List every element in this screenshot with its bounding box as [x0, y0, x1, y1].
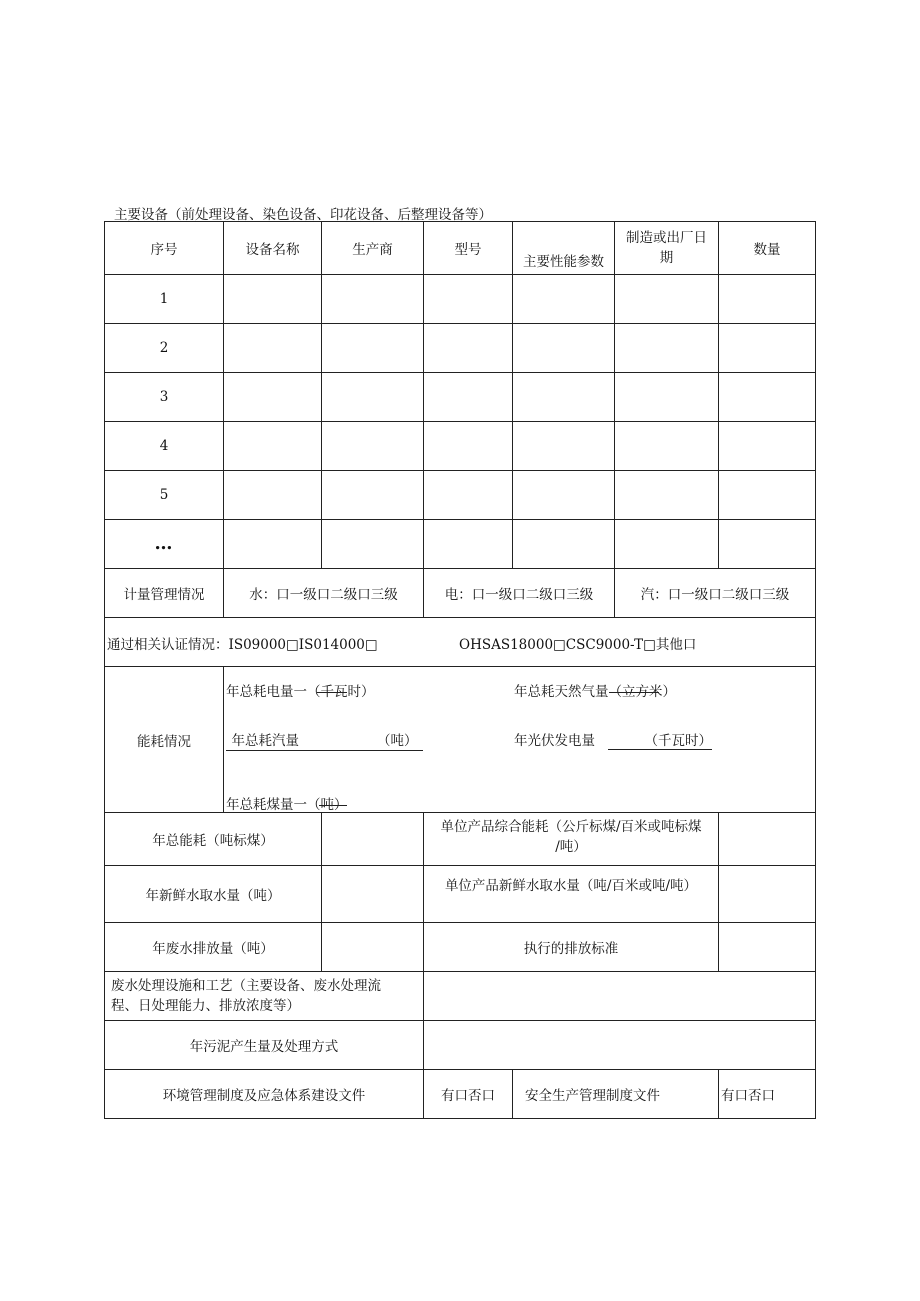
energy-label: 能耗情况	[105, 667, 224, 813]
unit-energy-value[interactable]	[719, 813, 816, 866]
gas-blank[interactable]	[609, 680, 659, 693]
table-caption: 主要设备（前处理设备、染色设备、印花设备、后整理设备等）	[114, 207, 492, 223]
wastewater-value[interactable]	[322, 923, 424, 972]
unit-energy-line2: /吨）	[555, 839, 587, 855]
row-number: 1	[105, 275, 224, 324]
steam-unit: （吨）	[377, 733, 418, 749]
header-row	[105, 222, 816, 275]
cell-model[interactable]	[424, 422, 513, 471]
row-number: 2	[105, 324, 224, 373]
cell-model[interactable]	[424, 275, 513, 324]
total-energy-value[interactable]	[322, 813, 424, 866]
pv-line	[514, 729, 712, 750]
cell-perf[interactable]	[513, 471, 615, 520]
wastewater-facility-line1: 废水处理设施和工艺（主要设备、废水处理流	[111, 978, 381, 994]
cell-date[interactable]	[615, 275, 719, 324]
cell-perf[interactable]	[513, 373, 615, 422]
gas-label: 年总耗天然气量	[514, 684, 609, 700]
wastewater-row	[105, 923, 816, 972]
table-row	[105, 520, 816, 569]
total-energy-row	[105, 813, 816, 866]
pv-unit[interactable]: （千瓦时）	[608, 729, 712, 750]
pv-label: 年光伏发电量	[514, 733, 595, 749]
power-line	[226, 680, 375, 700]
cell-model[interactable]	[424, 373, 513, 422]
cell-date[interactable]	[615, 520, 719, 569]
cell-perf[interactable]	[513, 275, 615, 324]
cell-qty[interactable]	[719, 373, 816, 422]
unit-water-value[interactable]	[719, 866, 816, 923]
coal-line	[226, 793, 348, 813]
certification-part2: OHSAS18000□CSC9000-T□其他口	[459, 637, 697, 653]
row-number: 3	[105, 373, 224, 422]
cell-qty[interactable]	[719, 324, 816, 373]
coal-unit: （吨）	[307, 797, 348, 813]
cell-name[interactable]	[224, 422, 322, 471]
discharge-std-value[interactable]	[719, 923, 816, 972]
table-row	[105, 373, 816, 422]
power-blank[interactable]	[317, 680, 347, 693]
power-unit: （千瓦时）	[307, 684, 375, 700]
certification-row	[105, 618, 816, 667]
cell-maker[interactable]	[322, 422, 424, 471]
unit-energy-label	[424, 813, 719, 866]
header-maker: 生产商	[322, 222, 424, 275]
cell-model[interactable]	[424, 471, 513, 520]
cell-date[interactable]	[615, 422, 719, 471]
wastewater-label: 年废水排放量（吨）	[105, 923, 322, 972]
cell-model[interactable]	[424, 520, 513, 569]
certification-cell[interactable]	[105, 618, 816, 667]
cell-perf[interactable]	[513, 422, 615, 471]
sludge-row	[105, 1021, 816, 1070]
power-label: 年总耗电量一	[226, 684, 307, 700]
env-mgmt-row	[105, 1070, 816, 1119]
cell-model[interactable]	[424, 324, 513, 373]
header-model: 型号	[424, 222, 513, 275]
gas-unit: （立方米）	[608, 684, 676, 700]
table-row	[105, 471, 816, 520]
sludge-label: 年污泥产生量及处理方式	[105, 1021, 424, 1070]
fresh-water-value[interactable]	[322, 866, 424, 923]
wastewater-facility-line2: 程、日处理能力、排放浓度等）	[111, 998, 300, 1014]
energy-row	[105, 667, 816, 813]
cell-date[interactable]	[615, 373, 719, 422]
table-row	[105, 422, 816, 471]
total-energy-label: 年总能耗（吨标煤）	[105, 813, 322, 866]
row-number-ellipsis: …	[105, 520, 224, 569]
coal-blank[interactable]	[319, 793, 347, 806]
safety-mgmt-label: 安全生产管理制度文件	[513, 1070, 719, 1119]
header-date-line2: 期	[659, 250, 674, 266]
certification-part1: 通过相关认证情况：IS09000□IS014000□	[107, 637, 378, 653]
cell-qty[interactable]	[719, 275, 816, 324]
energy-box	[224, 667, 815, 812]
header-date	[615, 222, 719, 275]
header-perf: 主要性能参数	[513, 222, 615, 275]
env-mgmt-label: 环境管理制度及应急体系建设文件	[105, 1070, 424, 1119]
cell-maker[interactable]	[322, 373, 424, 422]
steam-line[interactable]	[226, 729, 423, 751]
metering-power[interactable]: 电：口一级口二级口三级	[424, 569, 615, 618]
env-mgmt-value[interactable]: 有口否口	[424, 1070, 513, 1119]
metering-water[interactable]: 水：口一级口二级口三级	[224, 569, 424, 618]
unit-energy-line1: 单位产品综合能耗（公斤标煤/百米或吨标煤	[440, 819, 702, 835]
wastewater-facility-label	[105, 972, 424, 1021]
row-number: 4	[105, 422, 224, 471]
cell-name[interactable]	[224, 373, 322, 422]
wastewater-facility-value[interactable]	[424, 972, 816, 1021]
cell-maker[interactable]	[322, 520, 424, 569]
energy-cell[interactable]	[224, 667, 816, 813]
cell-qty[interactable]	[719, 471, 816, 520]
sludge-value[interactable]	[424, 1021, 816, 1070]
fresh-water-label: 年新鲜水取水量（吨）	[105, 866, 322, 923]
metering-steam[interactable]: 汽：口一级口二级口三级	[615, 569, 816, 618]
header-seq: 序号	[105, 222, 224, 275]
row-number: 5	[105, 471, 224, 520]
cell-perf[interactable]	[513, 520, 615, 569]
wastewater-facility-row	[105, 972, 816, 1021]
equipment-form-table	[104, 221, 816, 1119]
gas-line	[514, 680, 676, 700]
metering-row	[105, 569, 816, 618]
unit-water-label: 单位产品新鲜水取水量（吨/百米或吨/吨）	[424, 866, 719, 923]
discharge-std-label: 执行的排放标准	[424, 923, 719, 972]
table-row	[105, 324, 816, 373]
cell-name[interactable]	[224, 520, 322, 569]
header-date-line1: 制造或出厂日	[626, 230, 707, 246]
metering-label: 计量管理情况	[105, 569, 224, 618]
cell-date[interactable]	[615, 324, 719, 373]
steam-label: 年总耗汽量	[231, 733, 299, 749]
cell-maker[interactable]	[322, 275, 424, 324]
cell-perf[interactable]	[513, 324, 615, 373]
cell-maker[interactable]	[322, 471, 424, 520]
header-qty: 数量	[719, 222, 816, 275]
cell-name[interactable]	[224, 471, 322, 520]
cell-qty[interactable]	[719, 422, 816, 471]
cell-maker[interactable]	[322, 324, 424, 373]
safety-mgmt-value[interactable]: 有口否口	[719, 1070, 816, 1119]
fresh-water-row	[105, 866, 816, 923]
header-name: 设备名称	[224, 222, 322, 275]
coal-label: 年总耗煤量一	[226, 797, 307, 813]
cell-qty[interactable]	[719, 520, 816, 569]
cell-name[interactable]	[224, 324, 322, 373]
table-row	[105, 275, 816, 324]
cell-date[interactable]	[615, 471, 719, 520]
cell-name[interactable]	[224, 275, 322, 324]
